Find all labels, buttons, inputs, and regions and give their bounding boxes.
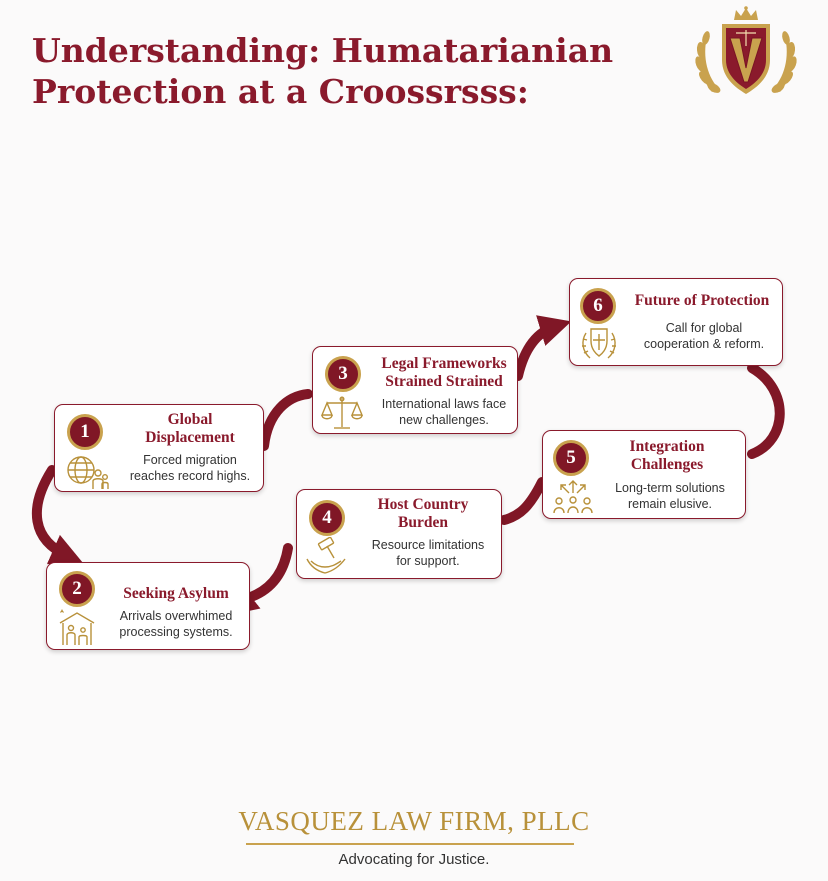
- step-card-6: [569, 278, 783, 366]
- step-title: Integration Challenges: [629, 438, 705, 473]
- arrow-2-to-4: [248, 548, 288, 598]
- firm-tagline: Advocating for Justice.: [338, 851, 490, 868]
- step-card-2: [46, 562, 250, 650]
- step-number-badge: 4: [309, 500, 345, 536]
- step-description: Call for global cooperation & reform.: [643, 321, 765, 351]
- scales-icon: [321, 395, 363, 431]
- step-description: International laws face new challenges.: [381, 397, 507, 427]
- arrow-3-to-6: [518, 326, 556, 376]
- step-card-5: [542, 430, 746, 519]
- step-title: Legal Frameworks Strained Strained: [381, 355, 507, 390]
- step-title: Seeking Asylum: [123, 585, 229, 602]
- step-description: Resource limitations for support.: [371, 538, 485, 568]
- step-card-1: [54, 404, 264, 492]
- arrow-6-to-5: [752, 368, 780, 454]
- gavel-hands-icon: [305, 537, 347, 577]
- step-description: Arrivals overwhimed processing systems.: [119, 609, 233, 639]
- footer-divider: [246, 843, 574, 845]
- step-card-3: [312, 346, 518, 434]
- step-number-badge: 6: [580, 288, 616, 324]
- step-title: Future of Protection: [634, 292, 770, 309]
- globe-people-icon: [65, 453, 109, 491]
- step-number-badge: 2: [59, 571, 95, 607]
- step-number-badge: 5: [553, 440, 589, 476]
- people-arrows-icon: [551, 479, 595, 515]
- step-number-badge: 1: [67, 414, 103, 450]
- firm-name: VASQUEZ LAW FIRM, PLLC: [238, 806, 590, 836]
- title-line-2: Protection at a Croossrsss:: [32, 72, 529, 111]
- step-description: Forced migration reaches record highs.: [129, 453, 251, 483]
- step-card-4: [296, 489, 502, 579]
- laurel-shield-icon: [578, 323, 620, 363]
- arrow-1-to-3: [264, 394, 308, 446]
- step-title: Host Country Burden: [377, 496, 469, 531]
- family-shelter-icon: [57, 609, 97, 647]
- step-title: Global Displacement: [145, 411, 235, 446]
- step-description: Long-term solutions remain elusive.: [615, 481, 725, 511]
- arrow-5-to-4: [504, 482, 542, 520]
- step-number-badge: 3: [325, 356, 361, 392]
- title-line-1: Understanding: Humatarianian: [32, 31, 614, 70]
